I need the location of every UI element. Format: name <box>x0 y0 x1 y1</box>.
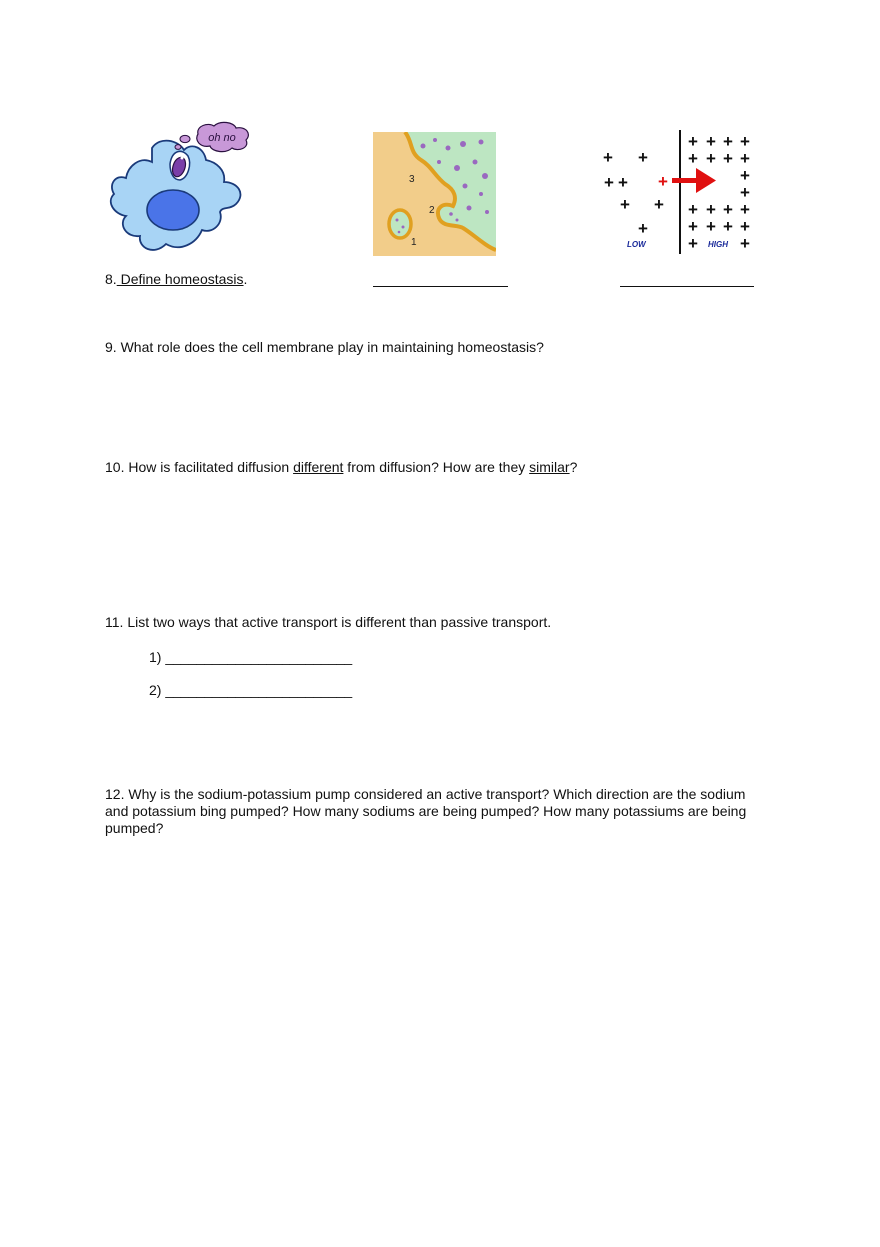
svg-text:+: + <box>740 132 750 151</box>
thought-text: oh no <box>208 132 236 144</box>
svg-text:+: + <box>604 173 614 192</box>
label-3: 3 <box>409 174 415 185</box>
svg-text:+: + <box>740 183 750 202</box>
question-12: 12. Why is the sodium-potassium pump considered an active transport? Which direction are the sodium and potassium bing pumped? How many sodiums are being pumped? How many potassiums are being pumped? <box>105 786 747 836</box>
svg-text:+: + <box>618 173 628 192</box>
svg-text:+: + <box>706 217 716 236</box>
svg-text:+: + <box>688 217 698 236</box>
svg-text:+: + <box>638 219 648 238</box>
label-2: 2 <box>429 205 435 216</box>
svg-text:+: + <box>688 234 698 253</box>
question-9: 9. What role does the cell membrane play in maintaining homeostasis? <box>105 339 544 355</box>
endocytosis-diagram <box>373 132 496 256</box>
question-10-word-similar: similar <box>529 459 570 475</box>
question-11: 11. List two ways that active transport is different than passive transport. <box>105 614 552 630</box>
svg-text:+: + <box>706 132 716 151</box>
svg-text:+: + <box>688 149 698 168</box>
svg-text:+: + <box>723 149 733 168</box>
svg-text:+: + <box>740 234 750 253</box>
svg-text:+: + <box>723 217 733 236</box>
question-8-number: 8. <box>105 271 117 287</box>
question-10-part1: 10. How is facilitated diffusion <box>105 459 294 475</box>
question-10 <box>105 459 765 476</box>
svg-text:+: + <box>654 195 664 214</box>
question-11-item-2[interactable]: 2) ________________________ <box>149 682 353 698</box>
svg-text:+: + <box>740 149 750 168</box>
svg-text:+: + <box>688 200 698 219</box>
svg-text:+: + <box>603 148 613 167</box>
svg-text:+: + <box>688 132 698 151</box>
question-11-item-1[interactable]: 1) ________________________ <box>149 649 353 665</box>
question-10-part2: from diffusion? How are they <box>343 459 530 475</box>
answer-blank-image-3[interactable] <box>620 286 754 287</box>
svg-text:+: + <box>723 200 733 219</box>
question-8-label: Define homeostasis <box>116 271 244 287</box>
concentration-gradient-diagram <box>598 126 760 258</box>
question-10-word-different: different <box>293 459 344 475</box>
answer-blank-image-2[interactable] <box>373 286 508 287</box>
svg-text:+: + <box>620 195 630 214</box>
svg-text:+: + <box>658 172 668 191</box>
svg-text:+: + <box>740 200 750 219</box>
svg-text:+: + <box>638 148 648 167</box>
svg-text:+: + <box>723 132 733 151</box>
label-1: 1 <box>411 237 417 248</box>
high-label: HIGH <box>708 240 728 249</box>
svg-text:+: + <box>740 166 750 185</box>
low-label: LOW <box>627 240 646 249</box>
cell-phagocytosis-image <box>100 120 260 262</box>
svg-text:+: + <box>706 200 716 219</box>
svg-text:+: + <box>706 149 716 168</box>
question-10-part3: ? <box>569 459 578 475</box>
question-8-end: . <box>243 271 248 287</box>
svg-text:+: + <box>740 217 750 236</box>
